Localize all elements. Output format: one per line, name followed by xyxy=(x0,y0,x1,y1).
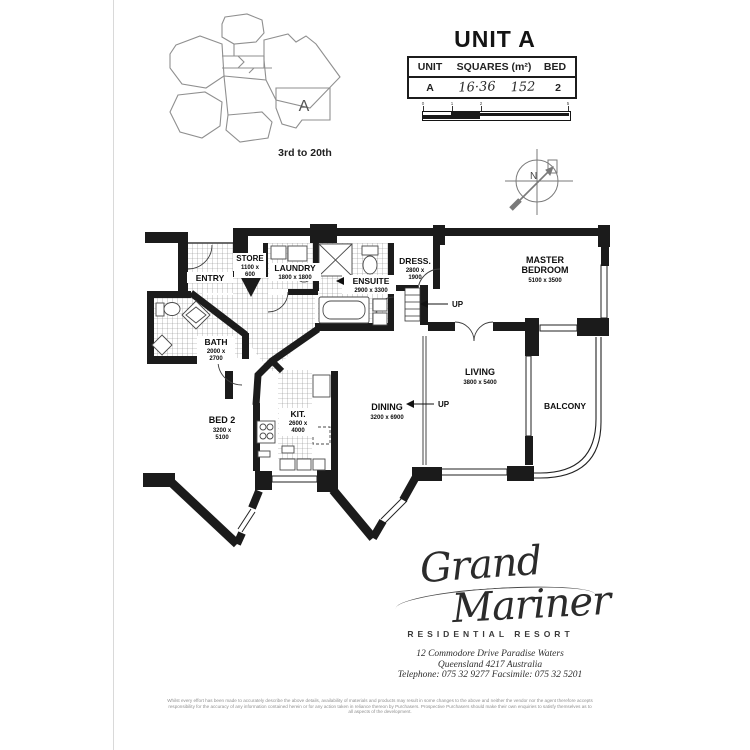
label-dress-dim2: 1900 xyxy=(408,275,422,281)
cell-squares: 16·36 xyxy=(458,79,496,96)
cell-bed: 2 xyxy=(555,81,561,94)
spec-table-row xyxy=(409,78,575,97)
laundry-tub xyxy=(271,246,286,259)
address-block xyxy=(372,649,608,681)
logo-subtitle: RESIDENTIAL RESORT xyxy=(407,629,574,639)
address-line-3: Telephone: 075 32 9277 Facsimile: 075 32 5201 xyxy=(397,670,583,680)
sink xyxy=(282,446,294,453)
toilet-bowl xyxy=(164,303,180,316)
label-dining-dim: 3200 x 6900 xyxy=(370,415,404,421)
compass-north-label: N xyxy=(530,171,538,182)
label-bed2: BED 2 xyxy=(208,415,236,425)
disclaimer-text: Whilst every effort has been made to accurately describe the above details, availability of materials and products may result in some changes to the above and neither the vendor nor the agent therefore accepts responsibility for the accuracy of any information contained herein or for any action taken in reliance thereon by Purchasers. Prospective Purchasers should make their own enquiries to satisfy themselves as to all aspects of the development. xyxy=(167,698,593,715)
scale-tick-2: 2 xyxy=(479,101,483,106)
label-kitchen: KIT. xyxy=(290,409,306,419)
label-bed2-dim1: 3200 x xyxy=(212,428,232,434)
spec-table xyxy=(407,56,577,99)
label-store-dim1: 1100 x xyxy=(240,265,260,271)
label-store-dim2: 600 xyxy=(244,272,256,278)
label-master-2: BEDROOM xyxy=(521,265,569,275)
label-master-dim: 5100 x 3500 xyxy=(528,278,562,284)
cooktop xyxy=(257,421,275,443)
header-squares: SQUARES (m²) xyxy=(456,61,532,73)
scale-tick-1: 1 xyxy=(450,101,454,106)
label-kitchen-dim2: 4000 xyxy=(291,428,305,434)
basin xyxy=(373,299,387,311)
page-title: UNIT A xyxy=(454,26,536,52)
scale-bar-segment xyxy=(451,111,480,119)
oven xyxy=(280,459,295,470)
toilet-cistern xyxy=(362,246,378,255)
cabinet xyxy=(297,459,311,470)
label-bath-dim1: 2000 x xyxy=(206,349,226,355)
label-up-2: UP xyxy=(438,400,450,409)
header-bed: BED xyxy=(543,61,567,73)
label-laundry: LAUNDRY xyxy=(274,263,316,273)
key-plan-unit-letter: A xyxy=(298,98,310,115)
label-store: STORE xyxy=(236,254,264,263)
stair-void-rail xyxy=(423,336,426,465)
label-bed2-dim2: 5100 xyxy=(215,435,229,441)
address-line-1: 12 Commodore Drive Paradise Waters xyxy=(416,649,564,659)
logo-mariner: Mariner xyxy=(450,577,612,633)
label-dress-dim1: 2800 x xyxy=(405,268,425,274)
key-plan xyxy=(168,12,353,162)
scale-tick-5: 5 xyxy=(566,101,570,106)
label-dining: DINING xyxy=(371,402,403,412)
toilet-bowl xyxy=(363,256,377,274)
spec-table-header xyxy=(409,58,575,78)
cell-square-metres: 152 xyxy=(510,79,536,96)
label-ensuite-dim: 2900 x 3300 xyxy=(354,288,388,294)
label-kitchen-dim1: 2600 x xyxy=(288,421,308,427)
label-bath: BATH xyxy=(204,337,228,347)
label-living: LIVING xyxy=(464,367,496,377)
address-line-2: Queensland 4217 Australia xyxy=(437,659,543,670)
label-up-1: UP xyxy=(452,300,464,309)
label-bath-dim2: 2700 xyxy=(209,356,223,362)
cabinet xyxy=(313,459,325,470)
scale-bar xyxy=(420,101,572,123)
label-dress: DRESS. xyxy=(399,256,431,266)
key-plan-floor-range: 3rd to 20th xyxy=(278,147,332,159)
counter xyxy=(313,375,330,397)
label-master-1: MASTER xyxy=(526,255,564,265)
basin xyxy=(373,313,387,325)
label-balcony: BALCONY xyxy=(543,401,587,411)
scan-artifact-line xyxy=(113,0,114,750)
scale-bar-segment xyxy=(422,115,451,119)
label-living-dim: 3800 x 5400 xyxy=(463,380,497,386)
label-laundry-dim: 1800 x 1800 xyxy=(278,275,312,281)
scale-tick-0: 0 xyxy=(421,101,425,106)
washing-machine xyxy=(288,246,307,261)
bench xyxy=(258,451,270,457)
scale-bar-segment xyxy=(480,113,569,116)
label-entry: ENTRY xyxy=(195,273,225,283)
floor-plan xyxy=(122,203,622,553)
toilet-cistern xyxy=(156,303,164,316)
logo-grand: Grand xyxy=(418,537,543,593)
cell-unit: A xyxy=(426,81,434,94)
key-plan-outline xyxy=(170,14,340,142)
label-ensuite: ENSUITE xyxy=(352,276,390,286)
header-unit: UNIT xyxy=(417,61,443,73)
